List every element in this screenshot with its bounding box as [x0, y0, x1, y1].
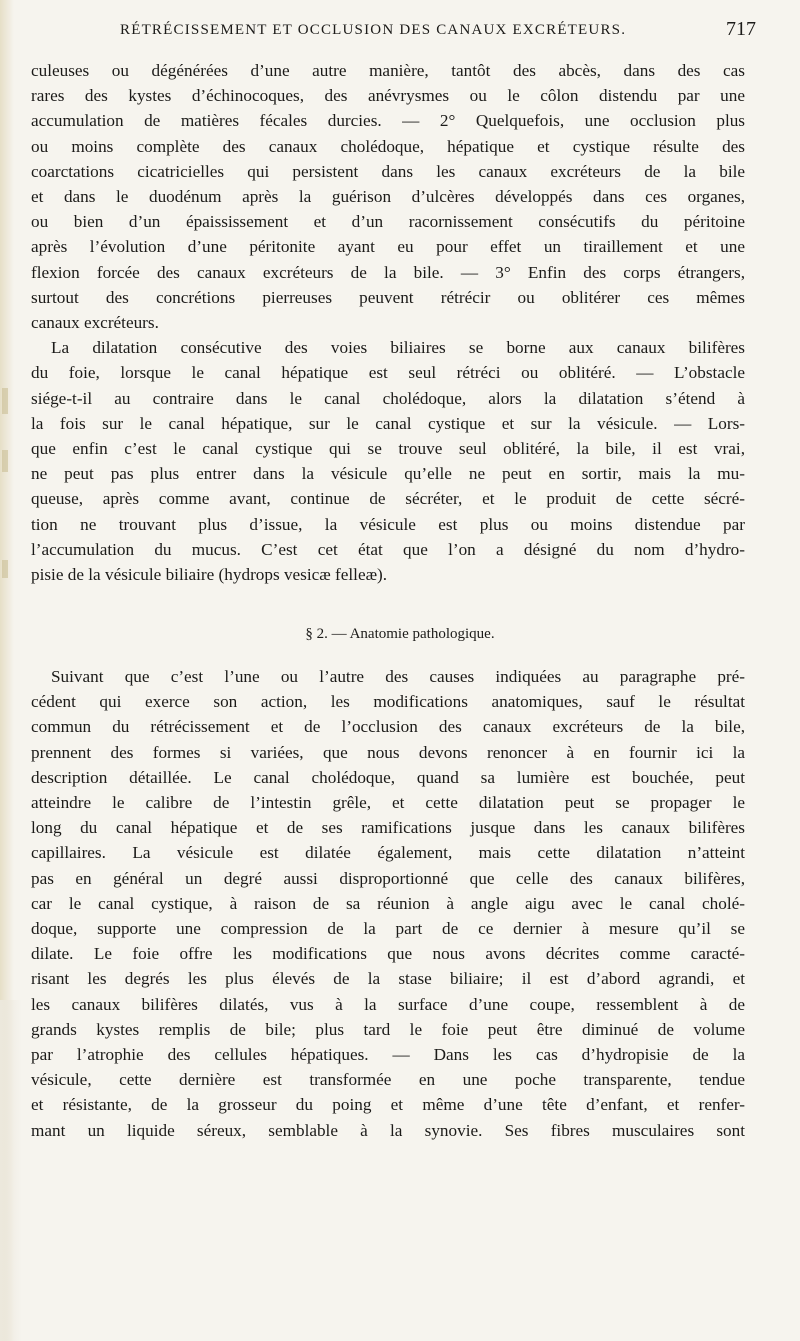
- text-line: surtout des concrétions pierreuses peuvent rétrécir ou oblitérer ces mêmes: [31, 287, 745, 307]
- edge-stain: [2, 450, 8, 472]
- section-heading: § 2. — Anatomie pathologique.: [305, 626, 495, 642]
- body-text-bottom: [31, 664, 745, 1143]
- text-line: par l’atrophie des cellules hépatiques. — Dans les cas d’hydropisie de la: [31, 1045, 745, 1065]
- text-line: atteindre le calibre de l’intestin grêle, et cette dilatation peut se propager le: [31, 793, 745, 813]
- text-line: dilate. Le foie offre les modifications que nous avons décrites comme caracté-: [31, 944, 745, 964]
- text-line: pisie de la vésicule biliaire (hydrops vesicæ felleæ).: [31, 565, 388, 585]
- text-line: du foie, lorsque le canal hépatique est seul rétréci ou oblitéré. — L’obstacle: [31, 363, 745, 383]
- text-line: commun du rétrécissement et de l’occlusion des canaux excréteurs de la bile,: [31, 717, 745, 737]
- text-line: les canaux bilifères dilatés, vus à la surface d’une coupe, ressemblent à de: [31, 994, 745, 1014]
- text-line: description détaillée. Le canal cholédoque, quand sa lumière est bouchée, peut: [31, 767, 745, 787]
- text-line: culeuses ou dégénérées d’une autre manière, tantôt des abcès, dans des cas: [31, 61, 745, 80]
- text-line: cédent qui exerce son action, les modifications anatomiques, sauf le résultat: [31, 692, 745, 712]
- edge-stain: [2, 388, 8, 414]
- text-line: accumulation de matières fécales durcies. — 2° Quelquefois, une occlusion plus: [31, 111, 745, 131]
- text-line: flexion forcée des canaux excréteurs de la bile. — 3° Enfin des corps étrangers,: [31, 262, 745, 282]
- text-line: l’accumulation du mucus. C’est cet état que l’on a désigné du nom d’hydro-: [31, 539, 745, 559]
- text-line: capillaires. La vésicule est dilatée également, mais cette dilatation n’atteint: [31, 843, 745, 863]
- text-line: ne peut pas plus entrer dans la vésicule qu’elle ne peut en sortir, mais la mu-: [31, 464, 745, 484]
- text-line: pas en général un degré aussi disproportionné que celle des canaux bilifères,: [31, 868, 745, 888]
- text-line: que enfin c’est le canal cystique qui se trouve seul oblitéré, la bile, il est vrai,: [31, 439, 745, 459]
- text-line: La dilatation consécutive des voies biliaires se borne aux canaux bilifères: [51, 338, 745, 358]
- text-line: et dans le duodénum après la guérison d’ulcères développés dans ces organes,: [31, 187, 745, 207]
- text-line: et résistante, de la grosseur du poing et même d’une tête d’enfant, et renfer-: [31, 1095, 745, 1115]
- text-line: rares des kystes d’échinocoques, des anévrysmes ou le côlon distendu par une: [31, 86, 745, 106]
- text-line: Suivant que c’est l’une ou l’autre des causes indiquées au paragraphe pré-: [51, 667, 745, 686]
- text-line: long du canal hépatique et de ses ramifications jusque dans les canaux bilifères: [31, 818, 745, 838]
- text-line: prennent des formes si variées, que nous devons renoncer à en fournir ici la: [31, 742, 745, 762]
- text-line: siége-t-il au contraire dans le canal cholédoque, alors la dilatation s’étend à: [31, 388, 745, 408]
- text-line: tion ne trouvant plus d’issue, la vésicule est plus ou moins distendue par: [31, 514, 745, 534]
- paragraph-1: [31, 58, 745, 335]
- running-title: RÉTRÉCISSEMENT ET OCCLUSION DES CANAUX EXCRÉTEURS.: [120, 22, 627, 38]
- edge-stain: [2, 560, 8, 578]
- text-line: ou moins complète des canaux cholédoque, hépatique et cystique résulte des: [31, 136, 745, 156]
- text-line: car le canal cystique, à raison de sa réunion à angle aigu avec le canal cholé-: [31, 893, 745, 913]
- text-line: après l’évolution d’une péritonite ayant eu pour effet un tiraillement et une: [31, 237, 745, 257]
- text-line: ou bien d’un épaississement et d’un racornissement consécutifs du péritoine: [31, 212, 745, 232]
- text-line: queuse, après comme avant, continue de sécréter, et le produit de cette sécré-: [31, 489, 745, 509]
- page-number: 717: [726, 18, 756, 40]
- text-line: la fois sur le canal hépatique, sur le canal cystique et sur la vésicule. — Lors-: [31, 413, 745, 433]
- text-line: canaux excréteurs.: [31, 313, 159, 333]
- text-line: coarctations cicatricielles qui persistent dans les canaux excréteurs de la bile: [31, 161, 745, 181]
- text-line: vésicule, cette dernière est transformée en une poche transparente, tendue: [31, 1070, 745, 1090]
- text-line: doque, supporte une compression de la part de ce dernier à mesure qu’il se: [31, 919, 745, 939]
- running-header: [36, 18, 776, 54]
- paragraph-3: [31, 664, 745, 1143]
- paragraph-2: [31, 335, 745, 587]
- text-line: mant un liquide séreux, semblable à la synovie. Ses fibres musculaires sont: [31, 1120, 745, 1140]
- text-line: risant les degrés les plus élevés de la stase biliaire; il est d’abord agrandi, et: [31, 969, 745, 989]
- text-line: grands kystes remplis de bile; plus tard le foie peut être diminué de volume: [31, 1019, 745, 1039]
- page-edge-fold: [0, 1000, 22, 1341]
- body-text-top: [31, 58, 745, 587]
